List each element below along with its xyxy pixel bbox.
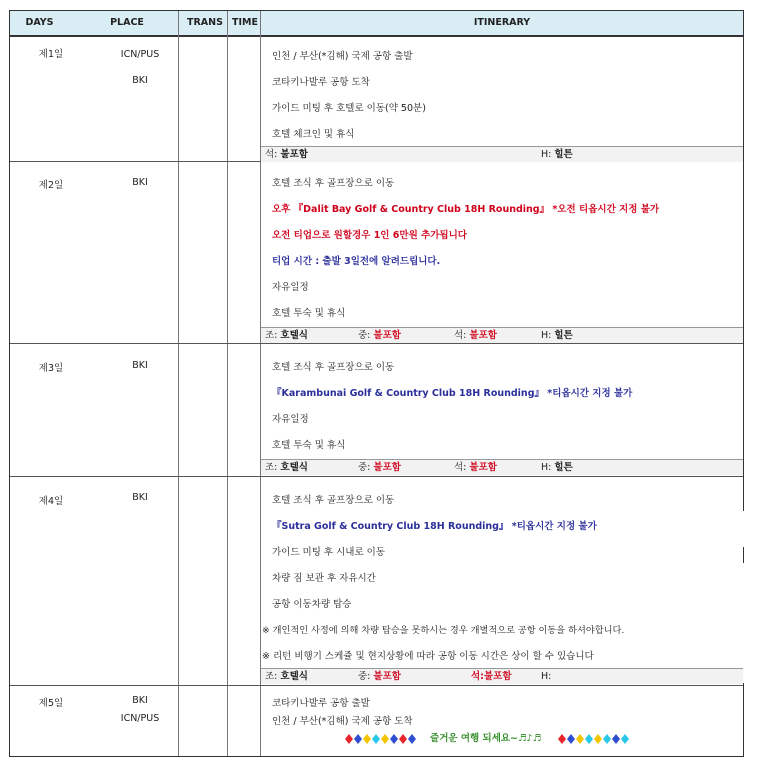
- day1-item: 호텔 체크인 및 휴식: [272, 129, 355, 140]
- day4-round: 『Sutra Golf & Country Club 18H Rounding』 *티옵시간 지정 불가: [272, 521, 597, 532]
- day2-meal-bar: [261, 327, 743, 343]
- day1-place-2: BKI: [132, 75, 148, 86]
- day2-label: 제2일: [38, 180, 64, 191]
- header-itinerary: ITINERARY: [473, 17, 531, 28]
- day2-item: 호텔 투숙 및 휴식: [272, 308, 346, 319]
- header-time: TIME: [232, 17, 258, 28]
- day5-item: 코타키나발루 공항 출발: [272, 698, 370, 709]
- day2-teeup-time: 티업 시간 : 출발 3일전에 알려드립니다.: [272, 256, 441, 267]
- day1-place: [93, 46, 187, 90]
- day3-place: BKI: [132, 360, 148, 371]
- day4-note: ※ 리턴 비행기 스케쥴 및 현지상황에 따라 공항 이동 시간은 상이 할 수 있습니다: [262, 651, 594, 662]
- column-divider: [227, 11, 228, 756]
- farewell-message: 즐거운 여행 되세요~♬♪♬: [430, 733, 542, 744]
- day1-dinner: 석: 불포함: [265, 149, 308, 160]
- day4-lunch: 중: 불포함: [358, 671, 401, 682]
- day3-dinner: 석: 불포함: [454, 462, 497, 473]
- itinerary-table: [9, 10, 744, 757]
- day3-item: 호텔 투숙 및 휴식: [272, 440, 346, 451]
- day2-item: 호텔 조식 후 골프장으로 이동: [272, 178, 395, 189]
- day5-place: [93, 692, 187, 728]
- day3-label: 제3일: [38, 363, 64, 374]
- row-divider: [10, 343, 743, 344]
- day3-round: 『Karambunai Golf & Country Club 18H Rounding』 *티옵시간 지정 불가: [272, 388, 633, 399]
- column-divider: [260, 11, 261, 756]
- day2-teeup-note: 오전 티업으로 원할경우 1인 6만원 추가됩니다: [272, 230, 467, 241]
- day4-item: 호텔 조식 후 골프장으로 이동: [272, 495, 395, 506]
- day5-place-2: ICN/PUS: [120, 713, 160, 724]
- day4-item: 가이드 미팅 후 시내로 이동: [272, 547, 386, 558]
- day2-round: 오후 『Dalit Bay Golf & Country Club 18H Rounding』 *오전 티옵시간 지정 불가: [272, 204, 660, 215]
- day1-item: 인천 / 부산(*김해) 국제 공항 출발: [272, 51, 413, 62]
- day5-item: 인천 / 부산(*김해) 국제 공항 도착: [272, 716, 413, 727]
- diamond-row-right-icon: [558, 733, 630, 745]
- day3-item: 자유일정: [272, 414, 309, 425]
- day1-item: 가이드 미팅 후 호텔로 이동(약 50분): [272, 103, 426, 114]
- day1-hotel: H: 힐튼: [541, 149, 573, 160]
- day1-item: 코타키나발루 공항 도착: [272, 77, 370, 88]
- day2-item: 자유일정: [272, 282, 309, 293]
- day1-meal-bar: [261, 146, 743, 162]
- day4-place: BKI: [132, 492, 148, 503]
- day5-label: 제5일: [38, 698, 64, 709]
- diamond-row-left-icon: [345, 733, 417, 745]
- day1-label: 제1일: [38, 49, 64, 60]
- row-divider: [10, 476, 743, 477]
- column-divider: [178, 11, 179, 756]
- day4-label: 제4일: [38, 496, 64, 507]
- day4-breakfast: 조: 호텔식: [265, 671, 308, 682]
- table-header: [10, 11, 743, 37]
- day3-breakfast: 조: 호텔식: [265, 462, 308, 473]
- header-trans: TRANS: [187, 17, 223, 28]
- day4-hotel: H:: [541, 671, 552, 682]
- day3-lunch: 중: 불포함: [358, 462, 401, 473]
- day4-item: 공항 이동차량 탑승: [272, 599, 352, 610]
- day2-breakfast: 조: 호텔식: [265, 330, 308, 341]
- day4-note: ※ 개인적인 사정에 의해 차량 탑승을 못하시는 경우 개별적으로 공항 이동을 하셔야합니다.: [262, 625, 625, 636]
- farewell-line: [345, 730, 630, 744]
- day2-hotel: H: 힐튼: [541, 330, 573, 341]
- day2-place: BKI: [132, 177, 148, 188]
- header-place: PLACE: [110, 17, 144, 28]
- header-days: DAYS: [25, 17, 54, 28]
- day5-place-1: BKI: [132, 695, 148, 706]
- border-gap: [743, 511, 747, 547]
- day3-meal-bar: [261, 459, 743, 475]
- day2-dinner: 석: 불포함: [454, 330, 497, 341]
- day4-dinner: 석:불포함: [471, 671, 512, 682]
- day4-meal-bar: [261, 668, 743, 684]
- day1-place-1: ICN/PUS: [120, 49, 160, 60]
- border-gap: [743, 563, 747, 683]
- row-divider: [10, 685, 743, 686]
- day3-hotel: H: 힐튼: [541, 462, 573, 473]
- day3-item: 호텔 조식 후 골프장으로 이동: [272, 362, 395, 373]
- day4-item: 차량 짐 보관 후 자유시간: [272, 573, 376, 584]
- day2-lunch: 중: 불포함: [358, 330, 401, 341]
